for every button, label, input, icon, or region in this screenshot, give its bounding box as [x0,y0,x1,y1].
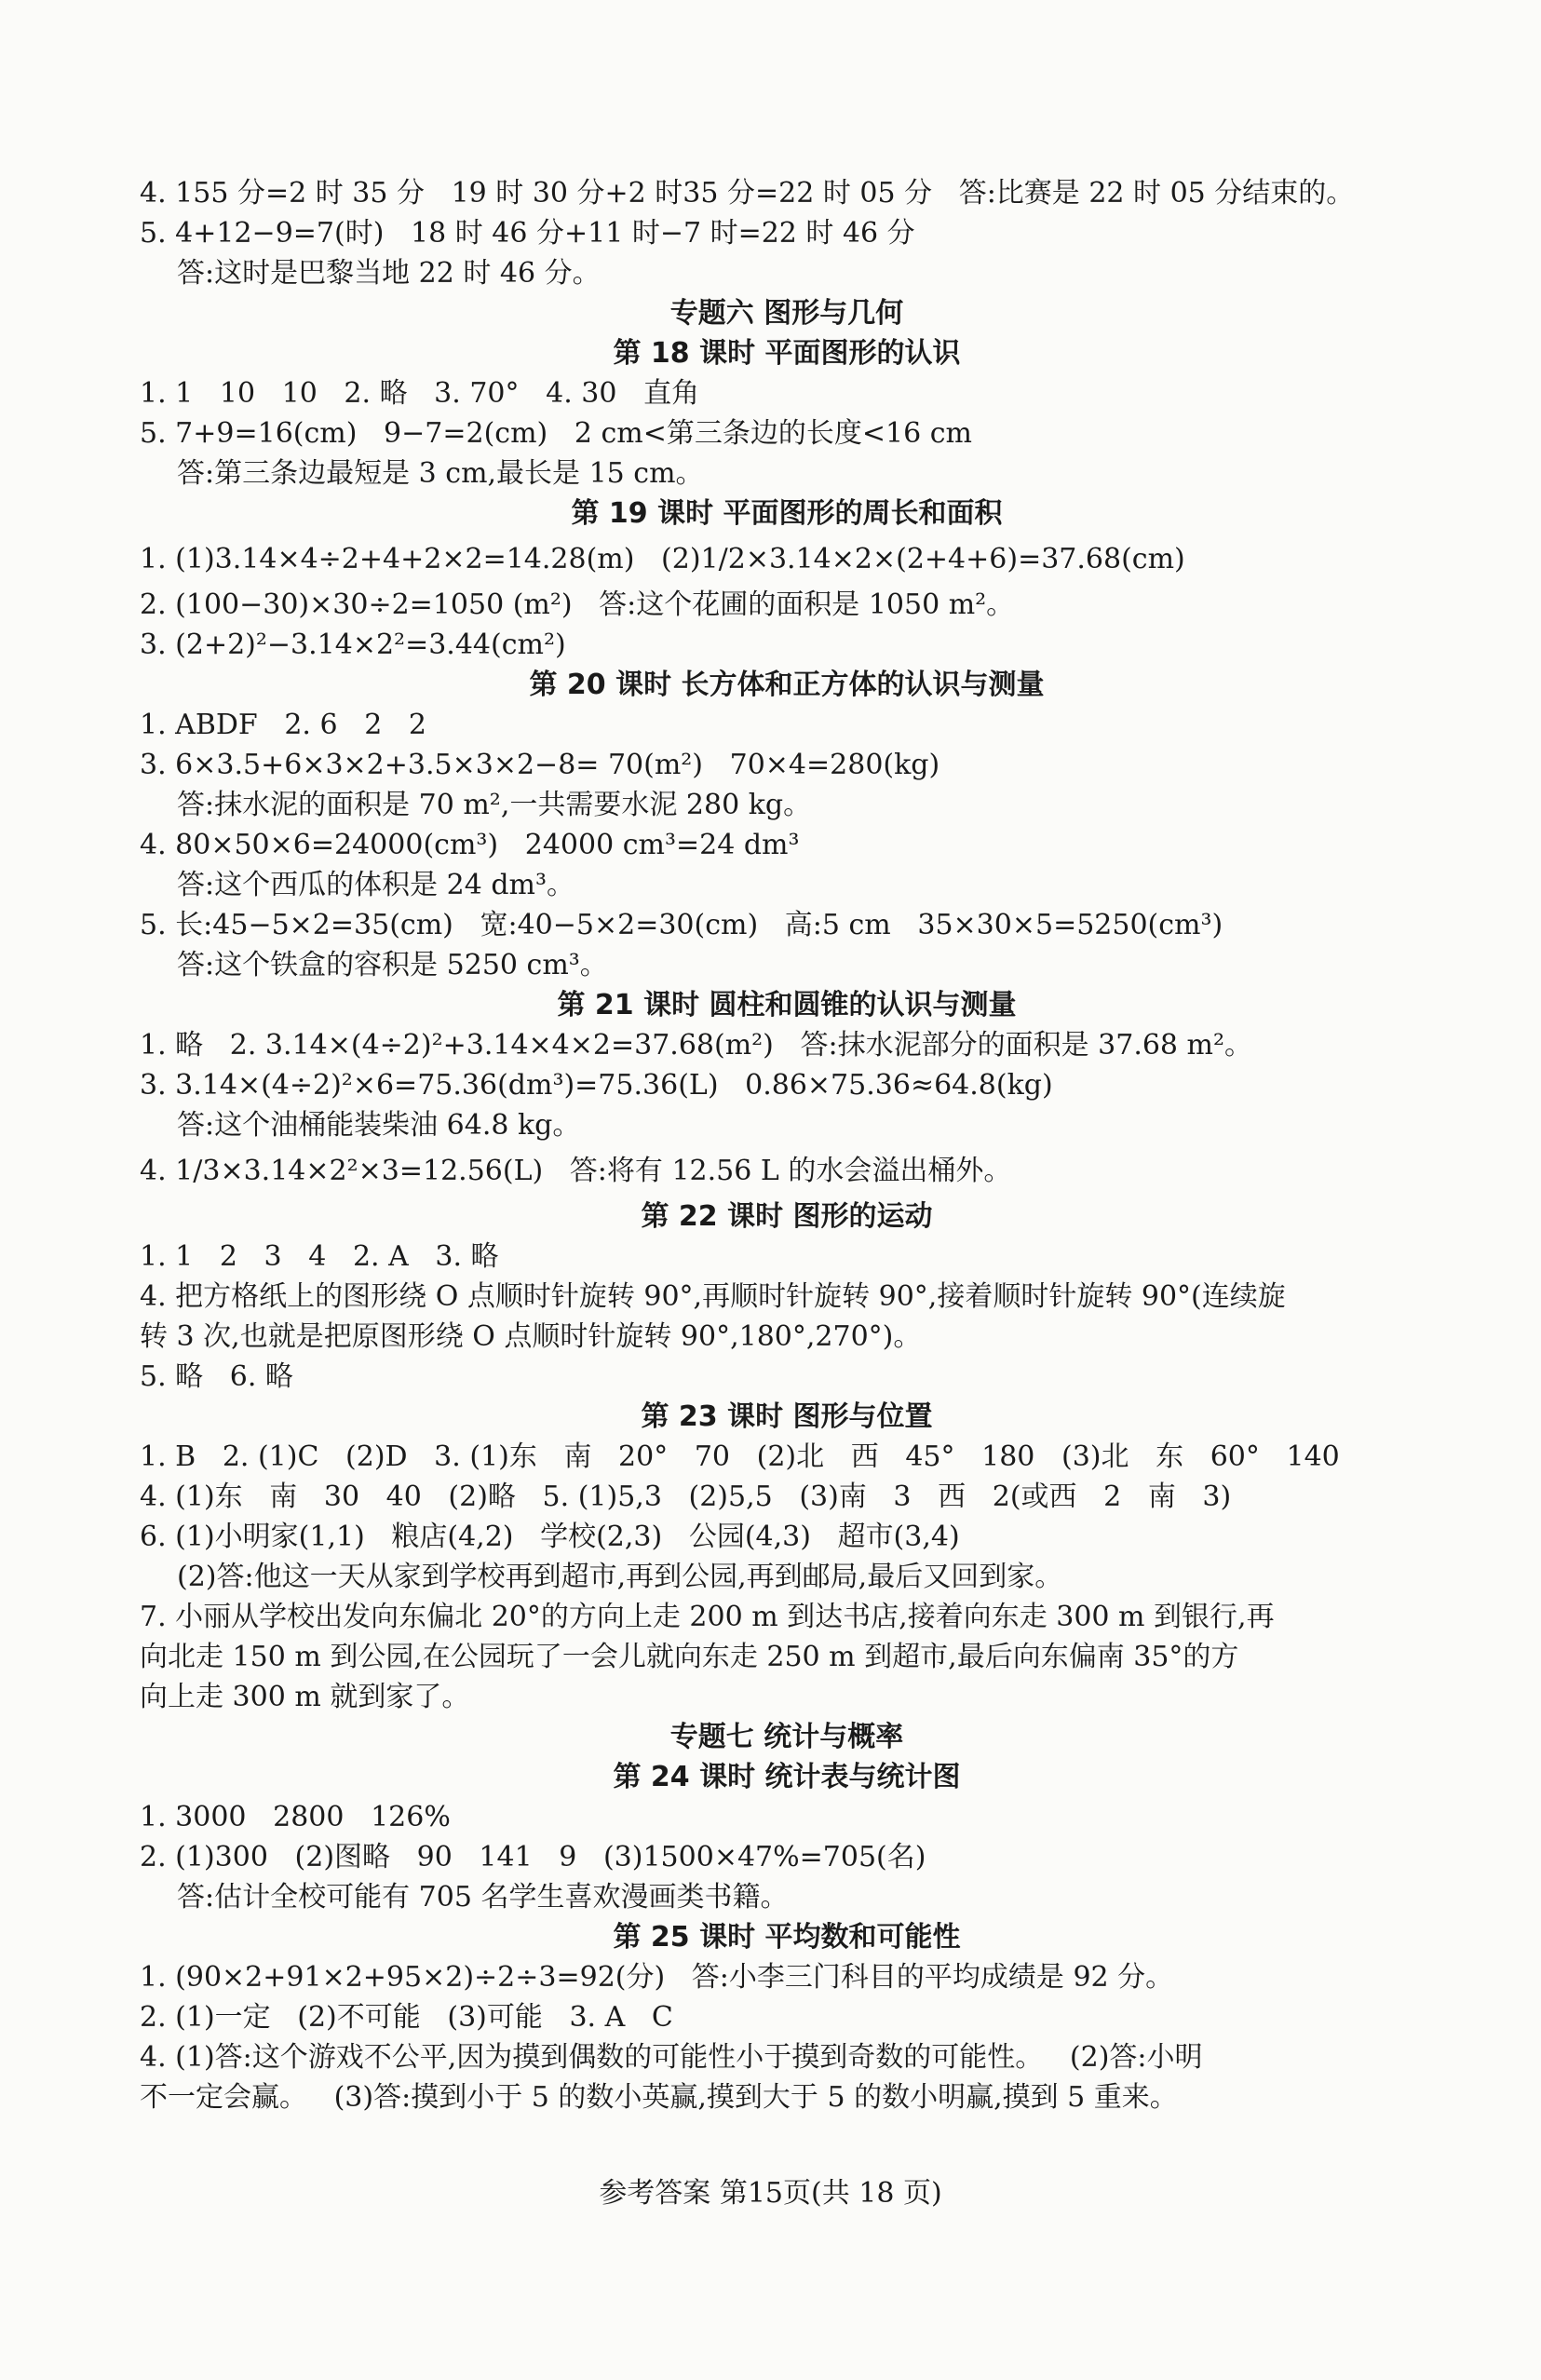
answer-line: 答:这时是巴黎当地 22 时 46 分。 [177,257,601,290]
lesson-heading: 第 18 课时 平面图形的认识 [613,337,961,370]
answer-line: 6. (1)小明家(1,1) 粮店(4,2) 学校(2,3) 公园(4,3) 超市(3,4) [140,1521,960,1553]
answer-line: 答:这个铁盒的容积是 5250 cm³。 [177,949,608,981]
answer-line: 4. 1/3×3.14×2²×3=12.56(L) 答:将有 12.56 L 的水会溢出桶外。 [140,1155,1012,1187]
answer-line: 5. 4+12−9=7(时) 18 时 46 分+11 时−7 时=22 时 46 分 [140,217,915,250]
answer-line: 1. 1 10 10 2. 略 3. 70° 4. 30 直角 [140,377,700,410]
topic-heading: 专题七 统计与概率 [669,1721,904,1753]
answer-line: 1. (1)3.14×4÷2+4+2×2=14.28(m) (2)1/2×3.14×2×(2+4+6)=37.68(cm) [140,543,1185,575]
lesson-heading: 第 21 课时 圆柱和圆锥的认识与测量 [557,989,1017,1021]
answer-line: 答:这个油桶能装柴油 64.8 kg。 [177,1109,581,1142]
answer-line: 1. 1 2 3 4 2. A 3. 略 [140,1240,499,1273]
answer-line: 1. B 2. (1)C (2)D 3. (1)东 南 20° 70 (2)北 西 45° 180 (3)北 东 60° 140 [140,1440,1340,1473]
lesson-heading: 第 20 课时 长方体和正方体的认识与测量 [529,669,1045,701]
answer-line: 2. (100−30)×30÷2=1050 (m²) 答:这个花圃的面积是 1050 m²。 [140,588,1015,621]
topic-heading: 专题六 图形与几何 [669,297,904,330]
answer-line: 2. (1)一定 (2)不可能 (3)可能 3. A C [140,2001,673,2034]
lesson-heading: 第 24 课时 统计表与统计图 [613,1761,961,1793]
answer-line: 4. (1)东 南 30 40 (2)略 5. (1)5,3 (2)5,5 (3)南 3 西 2(或西 2 南 3) [140,1481,1232,1513]
answer-line: 1. ABDF 2. 6 2 2 [140,709,426,741]
answer-line: 7. 小丽从学校出发向东偏北 20°的方向上走 200 m 到达书店,接着向东走 300 m 到银行,再 [140,1601,1275,1633]
answer-line: 1. (90×2+91×2+95×2)÷2÷3=92(分) 答:小李三门科目的平均成绩是 92 分。 [140,1961,1174,1994]
answer-line: (2)答:他这一天从家到学校再到超市,再到公园,再到邮局,最后又回到家。 [177,1561,1063,1593]
answer-line: 3. 3.14×(4÷2)²×6=75.36(dm³)=75.36(L) 0.86×75.36≈64.8(kg) [140,1069,1053,1102]
answer-line: 4. (1)答:这个游戏不公平,因为摸到偶数的可能性小于摸到奇数的可能性。 (2)答:小明 [140,2041,1203,2074]
answer-line: 向上走 300 m 就到家了。 [140,1681,470,1713]
lesson-heading: 第 19 课时 平面图形的周长和面积 [571,497,1003,530]
answer-line: 2. (1)300 (2)图略 90 141 9 (3)1500×47%=705(名) [140,1841,926,1873]
answer-line: 4. 80×50×6=24000(cm³) 24000 cm³=24 dm³ [140,829,800,861]
answer-line: 答:这个西瓜的体积是 24 dm³。 [177,869,575,901]
answer-line: 5. 长:45−5×2=35(cm) 宽:40−5×2=30(cm) 高:5 cm 35×30×5=5250(cm³) [140,909,1223,941]
answer-line: 1. 略 2. 3.14×(4÷2)²+3.14×4×2=37.68(m²) 答:抹水泥部分的面积是 37.68 m²。 [140,1029,1253,1062]
answer-line: 5. 略 6. 略 [140,1360,293,1393]
lesson-heading: 第 22 课时 图形的运动 [641,1200,933,1233]
answer-page [140,173,1434,2117]
answer-line: 向北走 150 m 到公园,在公园玩了一会儿就向东走 250 m 到超市,最后向东偏南 35°的方 [140,1641,1239,1673]
answer-line: 答:估计全校可能有 705 名学生喜欢漫画类书籍。 [177,1881,789,1913]
answer-line: 4. 把方格纸上的图形绕 O 点顺时针旋转 90°,再顺时针旋转 90°,接着顺时针旋转 90°(连续旋 [140,1280,1286,1313]
lesson-heading: 第 23 课时 图形与位置 [641,1400,933,1433]
answer-line: 5. 7+9=16(cm) 9−7=2(cm) 2 cm<第三条边的长度<16 cm [140,417,972,450]
answer-line: 答:抹水泥的面积是 70 m²,一共需要水泥 280 kg。 [177,789,812,821]
answer-line: 3. 6×3.5+6×3×2+3.5×3×2−8= 70(m²) 70×4=280(kg) [140,749,940,781]
answer-line: 不一定会赢。 (3)答:摸到小于 5 的数小英赢,摸到大于 5 的数小明赢,摸到 5 重来。 [140,2081,1178,2114]
answer-line: 转 3 次,也就是把原图形绕 O 点顺时针旋转 90°,180°,270°)。 [140,1320,922,1353]
answer-line: 1. 3000 2800 126% [140,1801,451,1833]
page-footer: 参考答案 第15页(共 18 页) [599,2177,942,2210]
answer-line: 答:第三条边最短是 3 cm,最长是 15 cm。 [177,457,704,490]
answer-line: 3. (2+2)²−3.14×2²=3.44(cm²) [140,629,566,661]
lesson-heading: 第 25 课时 平均数和可能性 [613,1921,961,1954]
answer-line: 4. 155 分=2 时 35 分 19 时 30 分+2 时35 分=22 时 05 分 答:比赛是 22 时 05 分结束的。 [140,177,1355,210]
